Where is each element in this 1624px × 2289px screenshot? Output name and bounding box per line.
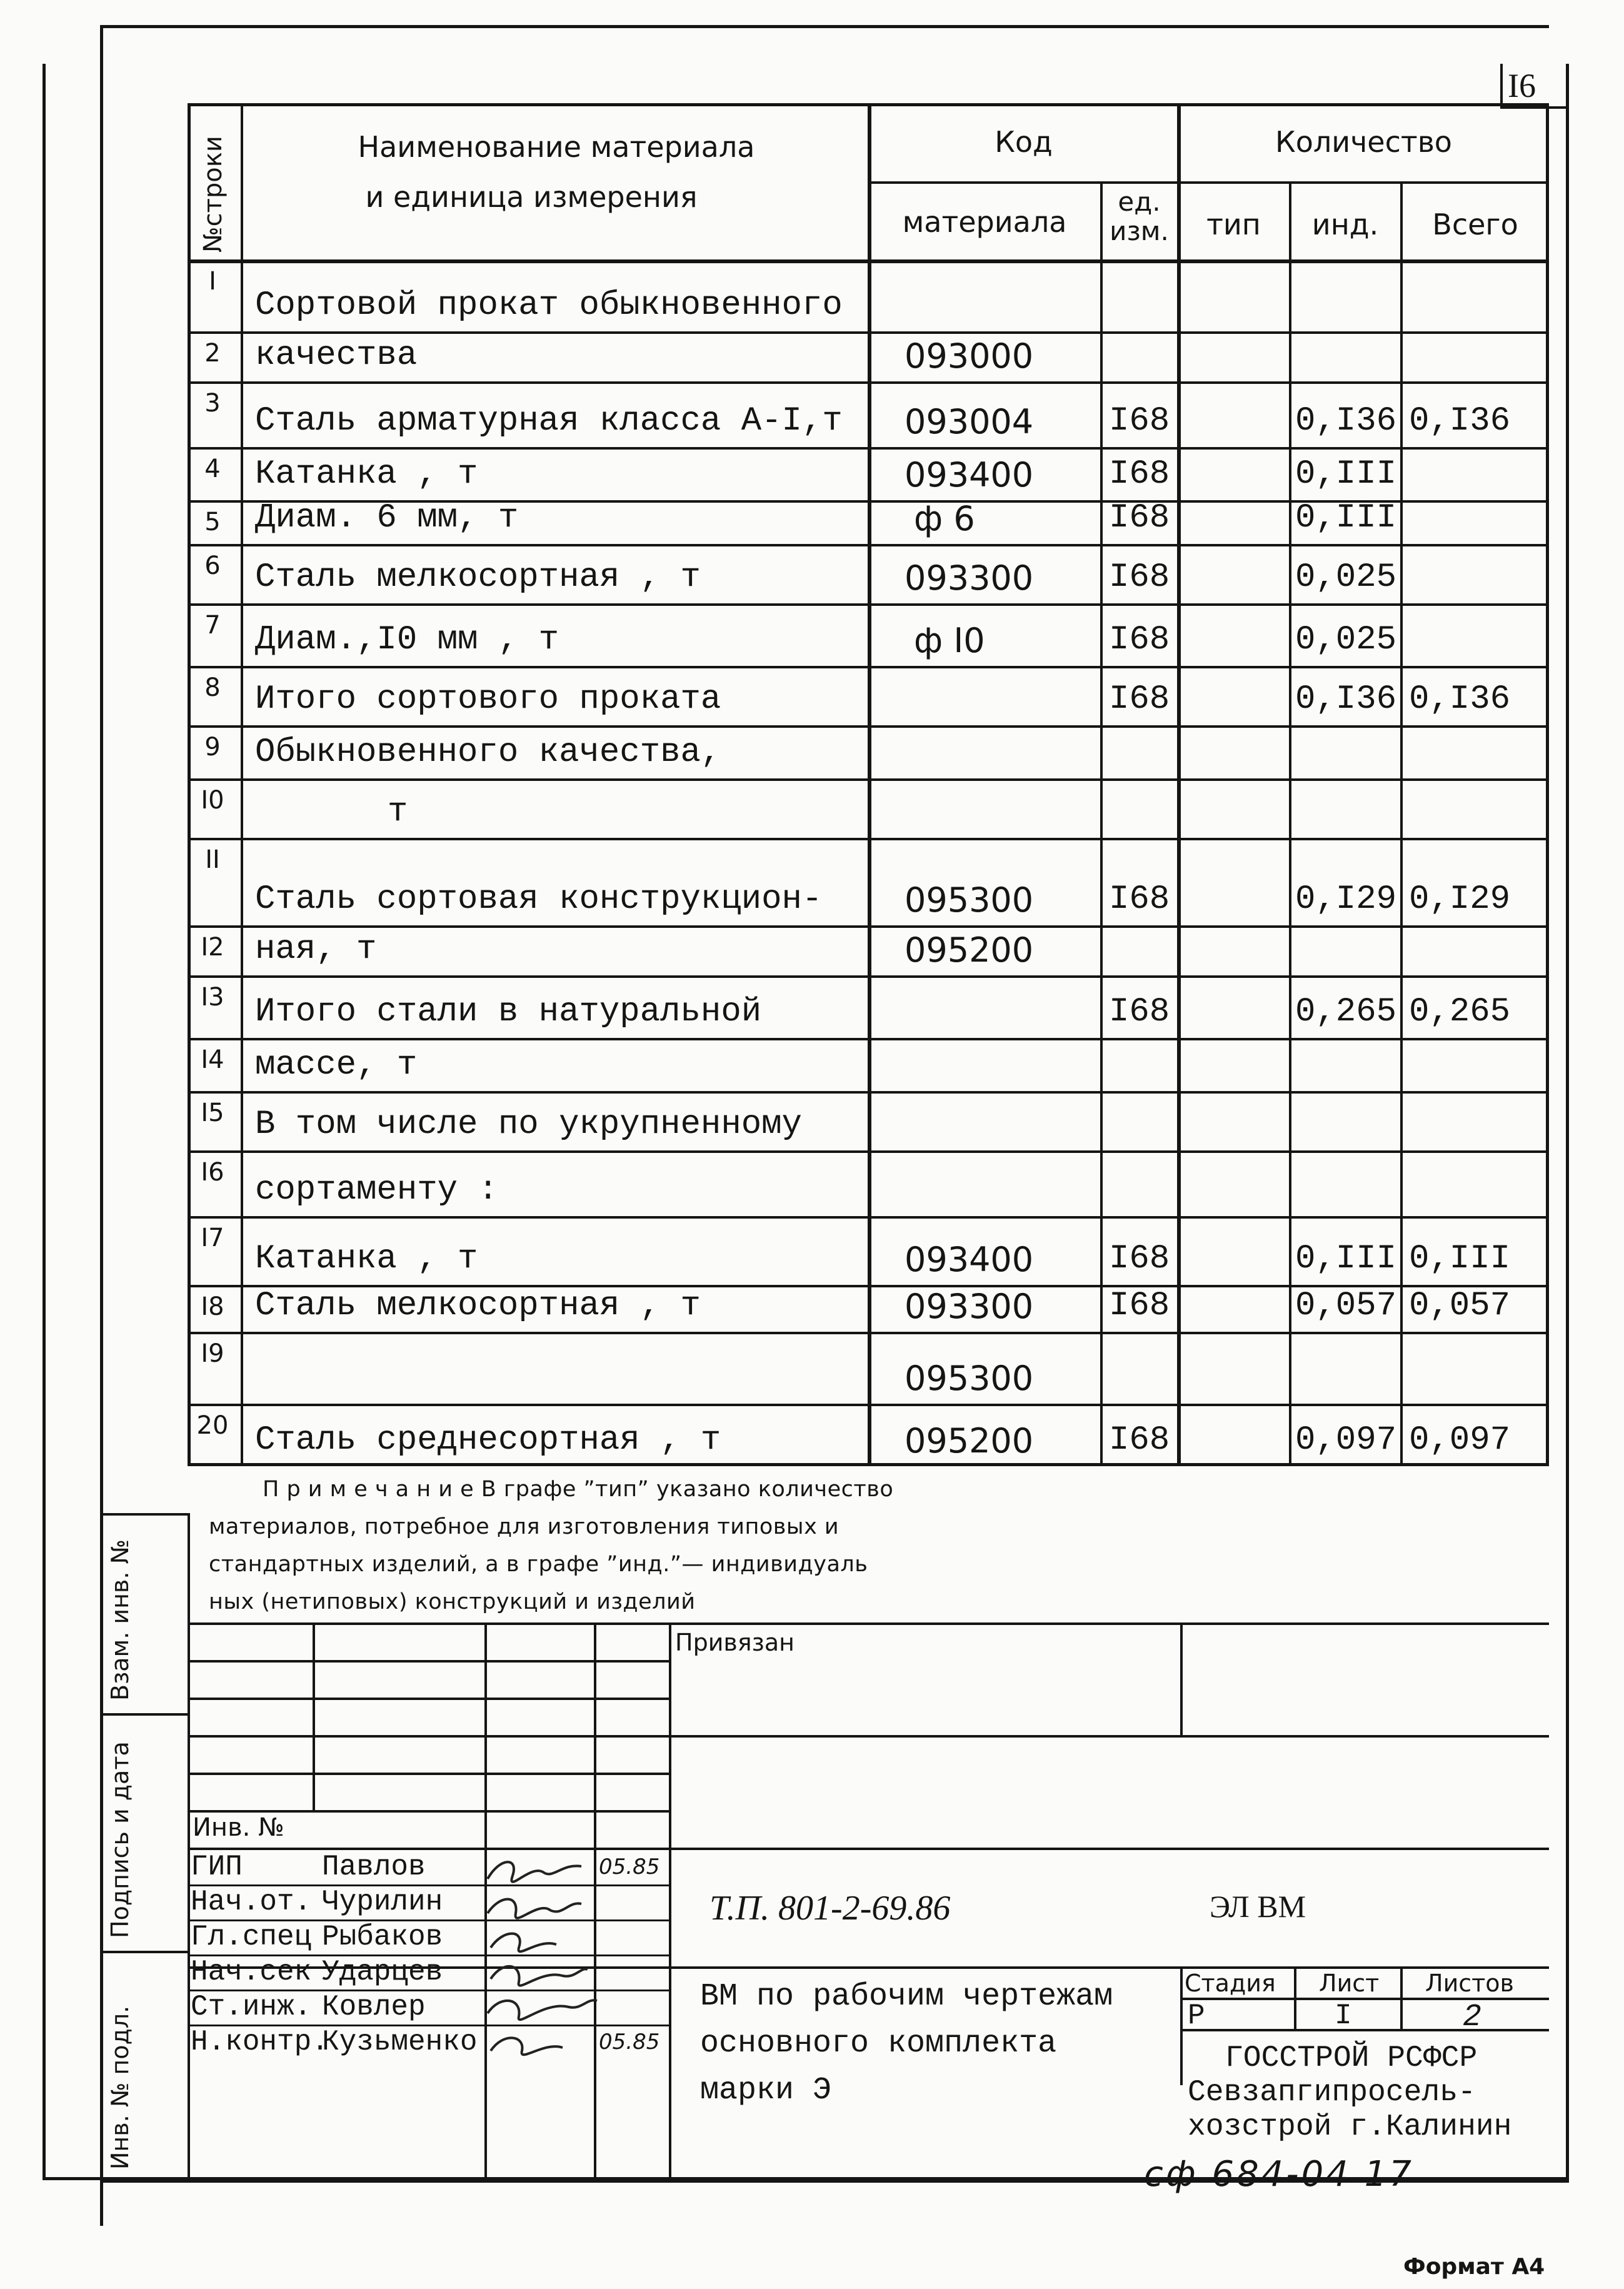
doc-code: Т.П. 801-2-69.86 bbox=[709, 1889, 951, 1928]
doc-title-line1: ВМ по рабочим чертежам bbox=[700, 1979, 1113, 2015]
header-code-unit-line2: изм. bbox=[1110, 216, 1169, 246]
col-line-name bbox=[868, 103, 871, 1466]
table-cell-total: 0,I29 bbox=[1409, 880, 1511, 918]
table-row-divider bbox=[188, 331, 1549, 334]
side-divider-2 bbox=[100, 1951, 188, 1953]
table-cell-name: В том числе по укрупненному bbox=[255, 1105, 802, 1144]
staff-date: 05.85 bbox=[599, 2030, 660, 2055]
table-cell-total: 0,I36 bbox=[1409, 680, 1511, 718]
sheets-value: 2 bbox=[1463, 2000, 1482, 2035]
table-cell-code: 095200 bbox=[905, 1421, 1034, 1461]
signature-3 bbox=[491, 1934, 556, 1952]
table-cell-ind: 0,III bbox=[1295, 455, 1397, 493]
table-cell-n: 6 bbox=[204, 551, 221, 580]
table-cell-name: Сталь среднесортная , т bbox=[255, 1421, 721, 1459]
tb-h4 bbox=[188, 1773, 669, 1775]
table-cell-unit: I68 bbox=[1109, 993, 1170, 1031]
side-label-inv-podl: Инв. № подл. bbox=[106, 2005, 134, 2170]
table-cell-unit: I68 bbox=[1109, 1421, 1170, 1459]
side-label-vzam: Взам. инв. № bbox=[106, 1539, 134, 1701]
table-cell-n: 7 bbox=[204, 611, 221, 640]
table-cell-n: I5 bbox=[201, 1099, 224, 1127]
header-name-line1: Наименование материала bbox=[358, 130, 755, 164]
doc-title-line3: марки Э bbox=[700, 2073, 832, 2108]
col-line-unit bbox=[1177, 103, 1181, 1466]
note-line-4: ных (нетиповых) конструкций и изделий bbox=[209, 1589, 696, 1614]
table-row-divider bbox=[188, 603, 1549, 606]
table-cell-ind: 0,III bbox=[1295, 1240, 1397, 1278]
col-line-type bbox=[1289, 181, 1291, 1466]
doc-title-line2: основного комплекта bbox=[700, 2026, 1057, 2061]
table-cell-ind: 0,I36 bbox=[1295, 402, 1397, 440]
table-cell-name: Сталь мелкосортная , т bbox=[255, 558, 701, 596]
side-column-line bbox=[188, 1513, 190, 2180]
table-row-divider bbox=[188, 1091, 1549, 1094]
table-cell-n: 4 bbox=[204, 455, 221, 483]
table-cell-unit: I68 bbox=[1109, 880, 1170, 918]
table-cell-n: I9 bbox=[201, 1339, 224, 1368]
format-label: Формат А4 bbox=[1403, 2254, 1545, 2280]
table-row-divider bbox=[188, 447, 1549, 450]
table-cell-name: Сортовой прокат обыкновенного bbox=[255, 286, 843, 324]
table-cell-unit: I68 bbox=[1109, 1240, 1170, 1278]
table-cell-unit: I68 bbox=[1109, 558, 1170, 596]
table-cell-code: 093004 bbox=[905, 402, 1034, 441]
table-row-divider bbox=[188, 544, 1549, 546]
stage-value: Р bbox=[1188, 2000, 1205, 2032]
table-cell-total: 0,I36 bbox=[1409, 402, 1511, 440]
table-row-divider bbox=[188, 925, 1549, 928]
inv-no-label: Инв. № bbox=[193, 1813, 284, 1842]
header-code-material: материала bbox=[902, 205, 1067, 239]
table-cell-unit: I68 bbox=[1109, 621, 1170, 659]
header-quantity: Количество bbox=[1275, 125, 1452, 159]
header-qty-ind: инд. bbox=[1311, 208, 1379, 241]
table-cell-ind: 0,265 bbox=[1295, 993, 1397, 1031]
table-cell-total: 0,057 bbox=[1409, 1287, 1511, 1325]
side-divider-1 bbox=[100, 1713, 188, 1716]
table-row-divider bbox=[188, 1038, 1549, 1040]
table-row-divider bbox=[188, 1216, 1549, 1219]
stage-label: Стадия bbox=[1185, 1970, 1276, 1997]
table-cell-ind: 0,057 bbox=[1295, 1287, 1397, 1325]
table-cell-ind: 0,I36 bbox=[1295, 680, 1397, 718]
col-line-code bbox=[1100, 181, 1103, 1466]
tb-h1 bbox=[188, 1660, 669, 1663]
table-cell-code: 093000 bbox=[905, 336, 1034, 376]
table-cell-n: I4 bbox=[201, 1045, 224, 1074]
table-cell-name: Обыкновенного качества, bbox=[255, 733, 721, 772]
table-cell-name: Катанка , т bbox=[255, 1240, 478, 1278]
staff-name: Ковлер bbox=[322, 1991, 426, 2023]
tb-v4 bbox=[669, 1622, 671, 2180]
table-cell-name: Катанка , т bbox=[255, 455, 478, 493]
table-cell-name: Сталь мелкосортная , т bbox=[255, 1287, 701, 1325]
table-cell-code: 095300 bbox=[905, 1359, 1034, 1398]
header-code: Код bbox=[995, 125, 1053, 159]
table-cell-name: Диам. 6 мм, т bbox=[255, 499, 519, 537]
staff-role: Нач.сек bbox=[191, 1956, 312, 1988]
header-code-unit-line1: ед. bbox=[1118, 186, 1161, 217]
table-cell-ind: 0,097 bbox=[1295, 1421, 1397, 1459]
signature-1 bbox=[488, 1862, 581, 1882]
table-cell-name: Итого стали в натуральной bbox=[255, 993, 762, 1031]
table-cell-name: ная, т bbox=[255, 930, 377, 968]
note-line-2: материалов, потребное для изготовления типовых и bbox=[209, 1514, 840, 1539]
staff-role: ГИП bbox=[191, 1851, 243, 1883]
table-cell-code: ф I0 bbox=[914, 621, 985, 660]
table-cell-name: качества bbox=[255, 336, 418, 375]
staff-role: Нач.от. bbox=[191, 1886, 312, 1918]
table-cell-name: Сталь сортовая конструкцион- bbox=[255, 880, 823, 918]
sheet-number: I6 bbox=[1508, 67, 1536, 104]
table-cell-unit: I68 bbox=[1109, 455, 1170, 493]
org-line1: ГОССТРОЙ РСФСР bbox=[1225, 2041, 1478, 2075]
table-cell-name: Диам.,I0 мм , т bbox=[255, 621, 559, 659]
staff-name: Ударцев bbox=[322, 1956, 443, 1988]
table-cell-n: 8 bbox=[204, 673, 221, 702]
table-cell-name: т bbox=[388, 793, 408, 831]
table-cell-code: 093400 bbox=[905, 1240, 1034, 1279]
table-cell-n: 2 bbox=[204, 339, 221, 368]
table-cell-unit: I68 bbox=[1109, 402, 1170, 440]
note-line-3: стандартных изделий, а в графе ”инд.”— индивидуаль bbox=[209, 1552, 868, 1577]
table-cell-n: I7 bbox=[201, 1224, 224, 1252]
staff-role: Ст.инж. bbox=[191, 1991, 312, 2023]
tb-stage-h2 bbox=[1180, 2029, 1549, 2031]
tb-h2 bbox=[188, 1698, 669, 1700]
table-row-divider bbox=[188, 1332, 1549, 1334]
table-cell-n: 20 bbox=[196, 1411, 229, 1440]
table-cell-total: 0,III bbox=[1409, 1240, 1511, 1278]
privyazan-label: Привязан bbox=[675, 1629, 794, 1656]
tb-stage-left bbox=[1180, 1966, 1183, 2085]
header-divider bbox=[868, 181, 1549, 184]
table-cell-name: Итого сортового проката bbox=[255, 680, 721, 718]
tb-stage-h1 bbox=[1180, 1998, 1549, 2000]
side-divider-top bbox=[100, 1513, 188, 1516]
table-cell-n: 9 bbox=[204, 733, 221, 762]
staff-name: Рыбаков bbox=[322, 1921, 443, 1953]
table-cell-code: ф 6 bbox=[914, 499, 975, 538]
table-cell-code: 093400 bbox=[905, 455, 1034, 495]
table-row-divider bbox=[188, 838, 1549, 840]
table-cell-code: 093300 bbox=[905, 558, 1034, 598]
table-cell-code: 095200 bbox=[905, 930, 1034, 970]
table-cell-unit: I68 bbox=[1109, 1287, 1170, 1325]
header-name-line2: и единица измерения bbox=[365, 180, 698, 214]
tb-v1 bbox=[313, 1622, 315, 1810]
staff-name: Павлов bbox=[322, 1851, 426, 1883]
table-cell-n: I0 bbox=[201, 786, 224, 815]
sheet-label: Лист bbox=[1319, 1970, 1380, 1997]
table-cell-code: 095300 bbox=[905, 880, 1034, 920]
table-row-divider bbox=[188, 1150, 1549, 1153]
note-line-1: П р и м е ч а н и е В графе ”тип” указано количество bbox=[263, 1477, 894, 1502]
table-row-divider bbox=[188, 381, 1549, 384]
table-cell-n: I2 bbox=[201, 933, 224, 962]
staff-date: 05.85 bbox=[599, 1854, 660, 1879]
staff-role: Н.контр. bbox=[191, 2026, 329, 2058]
col-line-ind bbox=[1400, 181, 1403, 1466]
signatures bbox=[475, 1851, 600, 2088]
table-cell-name: сортаменту : bbox=[255, 1171, 498, 1209]
signature-6 bbox=[491, 2038, 563, 2055]
table-cell-n: I8 bbox=[201, 1292, 224, 1321]
table-cell-n: 3 bbox=[204, 389, 221, 418]
tb-h6 bbox=[188, 1848, 1549, 1850]
table-cell-name: массе, т bbox=[255, 1046, 418, 1084]
header-row-no: №строки bbox=[199, 136, 228, 253]
sheets-label: Листов bbox=[1425, 1970, 1514, 1997]
side-label-podpis: Подпись и дата bbox=[106, 1741, 134, 1938]
org-line3: хозстрой г.Калинин bbox=[1188, 2110, 1512, 2144]
table-cell-n: I6 bbox=[201, 1158, 224, 1187]
table-cell-ind: 0,III bbox=[1295, 499, 1397, 537]
staff-name: Чурилин bbox=[322, 1886, 443, 1918]
header-qty-type: тип bbox=[1206, 208, 1261, 241]
table-cell-n: 5 bbox=[204, 508, 221, 536]
table-cell-ind: 0,I29 bbox=[1295, 880, 1397, 918]
table-cell-code: 093300 bbox=[905, 1287, 1034, 1326]
table-row-divider bbox=[188, 666, 1549, 668]
handwritten-code: сф 684-04 17 bbox=[1144, 2154, 1414, 2195]
table-cell-n: II bbox=[205, 845, 220, 874]
signature-4 bbox=[491, 1966, 588, 1986]
table-row-divider bbox=[188, 778, 1549, 781]
tb-v5 bbox=[1180, 1622, 1183, 1735]
table-cell-unit: I68 bbox=[1109, 499, 1170, 537]
staff-name: Кузьменко bbox=[322, 2026, 478, 2058]
tb-top bbox=[188, 1622, 1549, 1625]
col-line-no bbox=[241, 103, 243, 1466]
org-line2: Севзапгипросель- bbox=[1188, 2076, 1476, 2110]
signature-2 bbox=[488, 1899, 581, 1918]
table-cell-n: I3 bbox=[201, 983, 224, 1012]
staff-role: Гл.спец bbox=[191, 1921, 312, 1953]
doc-mark: ЭЛ ВМ bbox=[1210, 1889, 1306, 1924]
table-cell-total: 0,265 bbox=[1409, 993, 1511, 1031]
table-row-divider bbox=[188, 725, 1549, 728]
table-cell-name: Сталь арматурная класса А-I,т bbox=[255, 402, 843, 440]
tb-h5 bbox=[188, 1810, 669, 1813]
table-cell-n: I bbox=[209, 267, 216, 296]
tb-h3 bbox=[188, 1735, 1549, 1738]
table-cell-ind: 0,025 bbox=[1295, 621, 1397, 659]
table-cell-total: 0,097 bbox=[1409, 1421, 1511, 1459]
table-cell-ind: 0,025 bbox=[1295, 558, 1397, 596]
table-row-divider bbox=[188, 975, 1549, 978]
sheet-value: I bbox=[1335, 2000, 1352, 2032]
header-qty-total: Всего bbox=[1432, 208, 1518, 241]
table-row-divider bbox=[188, 1404, 1549, 1406]
table-cell-unit: I68 bbox=[1109, 680, 1170, 718]
signature-5 bbox=[488, 2000, 597, 2020]
